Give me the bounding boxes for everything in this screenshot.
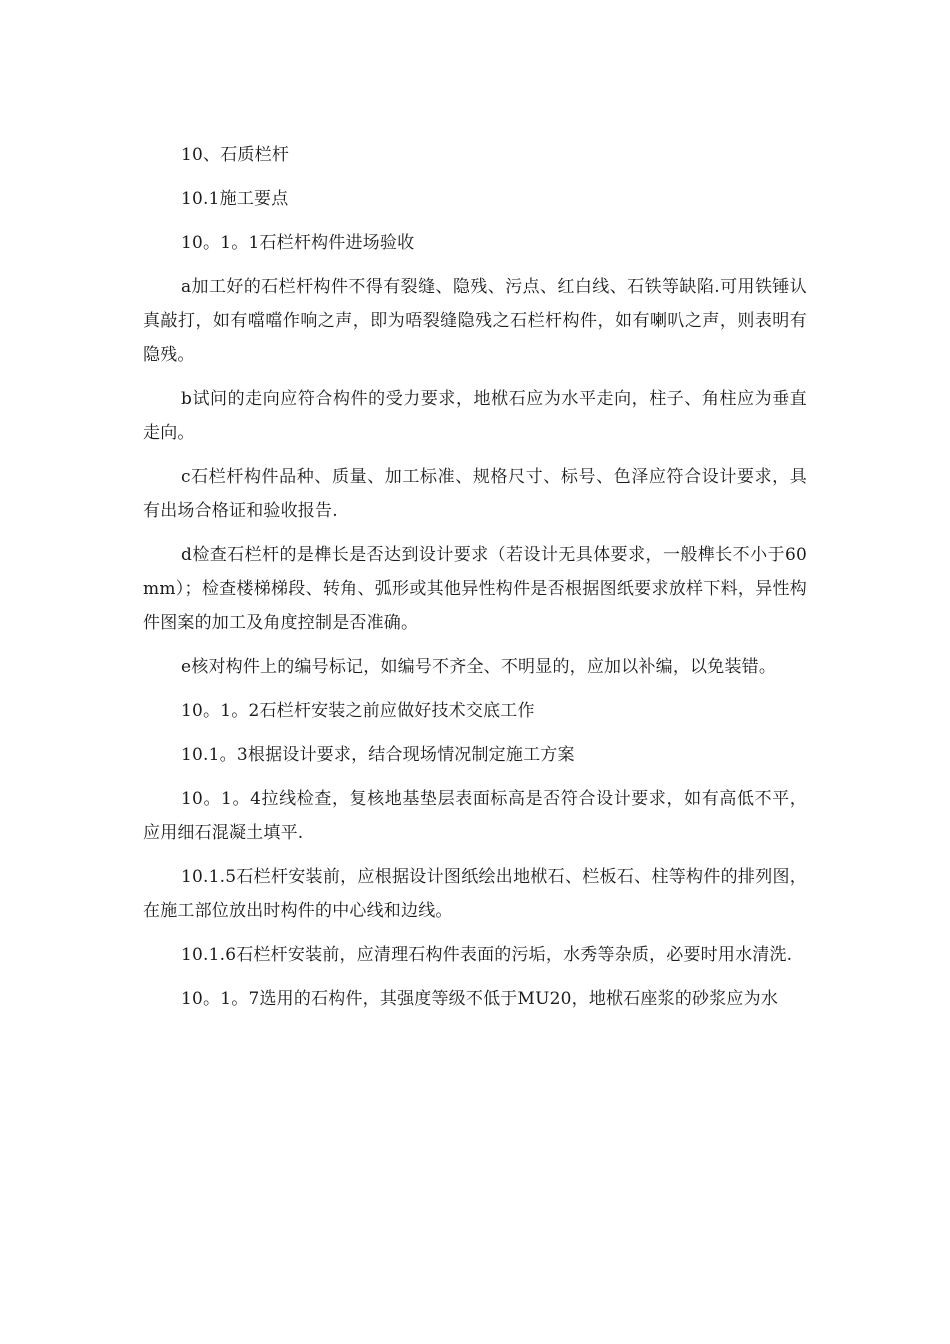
paragraph-d: d检查石栏杆的是榫长是否达到设计要求（若设计无具体要求，一般榫长不小于60mm）；检查楼梯梯段、转角、弧形或其他异性构件是否根据图纸要求放样下料，异性构件图案的加工及角度控制是否准确。 bbox=[143, 545, 807, 633]
item-1-4: 10。1。4拉线检查，复核地基垫层表面标高是否符合设计要求，如有高低不平，应用细石混凝土填平. bbox=[143, 789, 807, 843]
item-1-3: 10.1。3根据设计要求，结合现场情况制定施工方案 bbox=[181, 745, 575, 765]
paragraph-c: c石栏杆构件品种、质量、加工标准、规格尺寸、标号、色泽应符合设计要求，具有出场合格证和验收报告. bbox=[143, 467, 807, 521]
section-heading: 10、石质栏杆 bbox=[181, 145, 290, 165]
item-1-5: 10.1.5石栏杆安装前，应根据设计图纸绘出地栿石、栏板石、柱等构件的排列图，在施工部位放出时构件的中心线和边线。 bbox=[143, 867, 807, 921]
subsection-heading: 10.1施工要点 bbox=[181, 189, 289, 209]
item-1-7: 10。1。7选用的石构件，其强度等级不低于MU20，地栿石座浆的砂浆应为水 bbox=[181, 989, 779, 1009]
paragraph-e: e核对构件上的编号标记，如编号不齐全、不明显的，应加以补编，以免装错。 bbox=[181, 657, 777, 677]
item-heading: 10。1。1石栏杆构件进场验收 bbox=[181, 233, 415, 253]
paragraph-a: a加工好的石栏杆构件不得有裂缝、隐残、污点、红白线、石铁等缺陷.可用铁锤认真敲打，如有噹噹作响之声，即为唔裂缝隐残之石栏杆构件，如有喇叭之声，则表明有隐残。 bbox=[143, 277, 807, 365]
item-1-2: 10。1。2石栏杆安装之前应做好技术交底工作 bbox=[181, 701, 535, 721]
paragraph-b: b试问的走向应符合构件的受力要求，地栿石应为水平走向，柱子、角柱应为垂直走向。 bbox=[143, 389, 807, 443]
item-1-6: 10.1.6石栏杆安装前，应清理石构件表面的污垢，水秀等杂质，必要时用水清洗. bbox=[181, 945, 793, 965]
document-body bbox=[143, 138, 807, 1026]
